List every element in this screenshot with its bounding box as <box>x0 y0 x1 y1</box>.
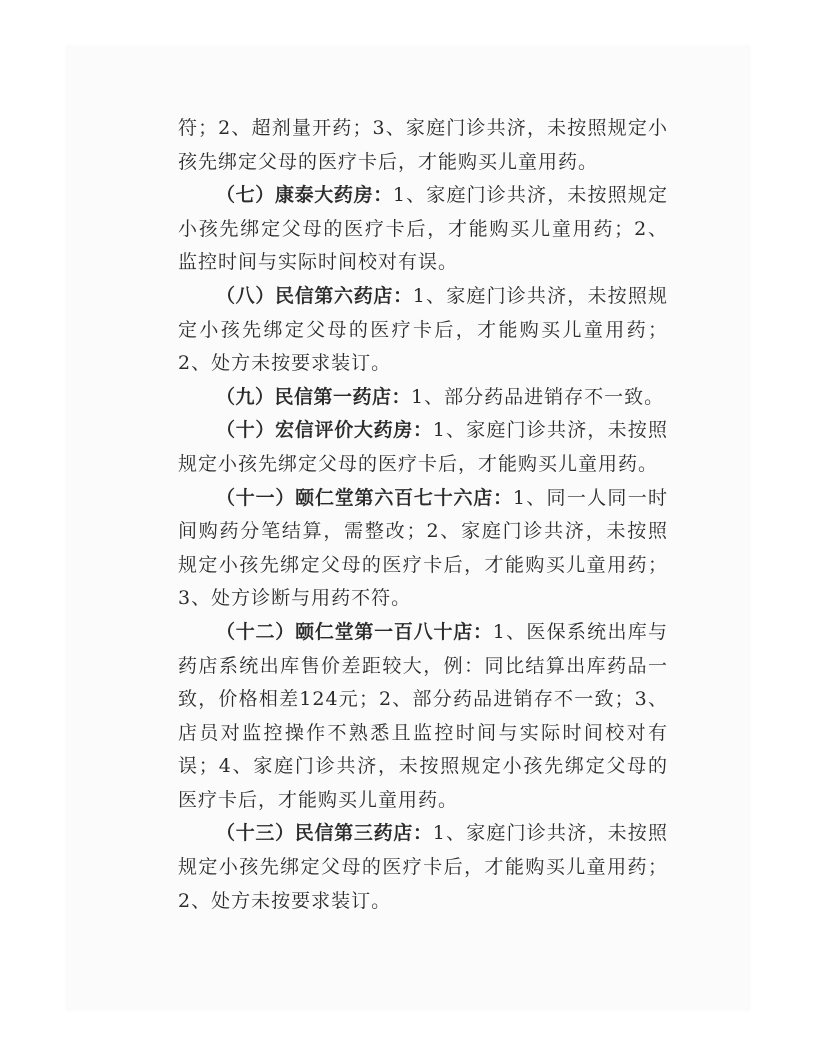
item-label: （十三）民信第三药店： <box>216 822 433 845</box>
paragraph-item-7 <box>178 179 668 280</box>
paragraph-text: 1、家庭门诊共济，未按照规定小孩先绑定父母的医疗卡后，才能购买儿童用药；2、监控时间与实际时间校对有误。 <box>178 184 668 274</box>
item-label: （七）康泰大药房： <box>216 184 393 207</box>
paragraph-text: 1、部分药品进销存不一致。 <box>411 385 665 408</box>
paragraph-text: 1、家庭门诊共济，未按照规定小孩先绑定父母的医疗卡后，才能购买儿童用药；2、处方未按要求装订。 <box>178 822 668 912</box>
item-label: （十）宏信评价大药房： <box>216 419 433 442</box>
paragraph-text: 1、家庭门诊共济，未按照规定小孩先绑定父母的医疗卡后，才能购买儿童用药。 <box>178 419 668 475</box>
item-label: （十一）颐仁堂第六百七十六店： <box>216 486 513 509</box>
document-body <box>178 112 668 918</box>
item-label: （八）民信第六药店： <box>216 284 413 307</box>
paragraph-item-10 <box>178 414 668 481</box>
paragraph-item-11 <box>178 482 668 616</box>
paragraph-text: 1、医保系统出库与药店系统出库售价差距较大，例：同比结算出库药品一致，价格相差124元；2、部分药品进销存不一致；3、店员对监控操作不熟悉且监控时间与实际时间校对有误；4、家庭门诊共济，未按照规定小孩先绑定父母的医疗卡后，才能购买儿童用药。 <box>178 620 668 811</box>
paragraph-text: 符；2、超剂量开药；3、家庭门诊共济，未按照规定小孩先绑定父母的医疗卡后，才能购买儿童用药。 <box>178 117 668 173</box>
paragraph-item-9 <box>178 381 668 415</box>
paragraph-text: 1、家庭门诊共济，未按照规定小孩先绑定父母的医疗卡后，才能购买儿童用药；2、处方未按要求装订。 <box>178 284 668 375</box>
paragraph-item-12 <box>178 616 668 818</box>
item-label: （九）民信第一药店： <box>216 385 412 408</box>
paragraph-continued <box>178 112 668 179</box>
paragraph-item-13 <box>178 817 668 918</box>
item-label: （十二）颐仁堂第一百八十店： <box>216 620 493 643</box>
paragraph-item-8 <box>178 280 668 381</box>
paragraph-text: 1、同一人同一时间购药分笔结算，需整改；2、家庭门诊共济，未按照规定小孩先绑定父母的医疗卡后，才能购买儿童用药；3、处方诊断与用药不符。 <box>178 486 668 610</box>
